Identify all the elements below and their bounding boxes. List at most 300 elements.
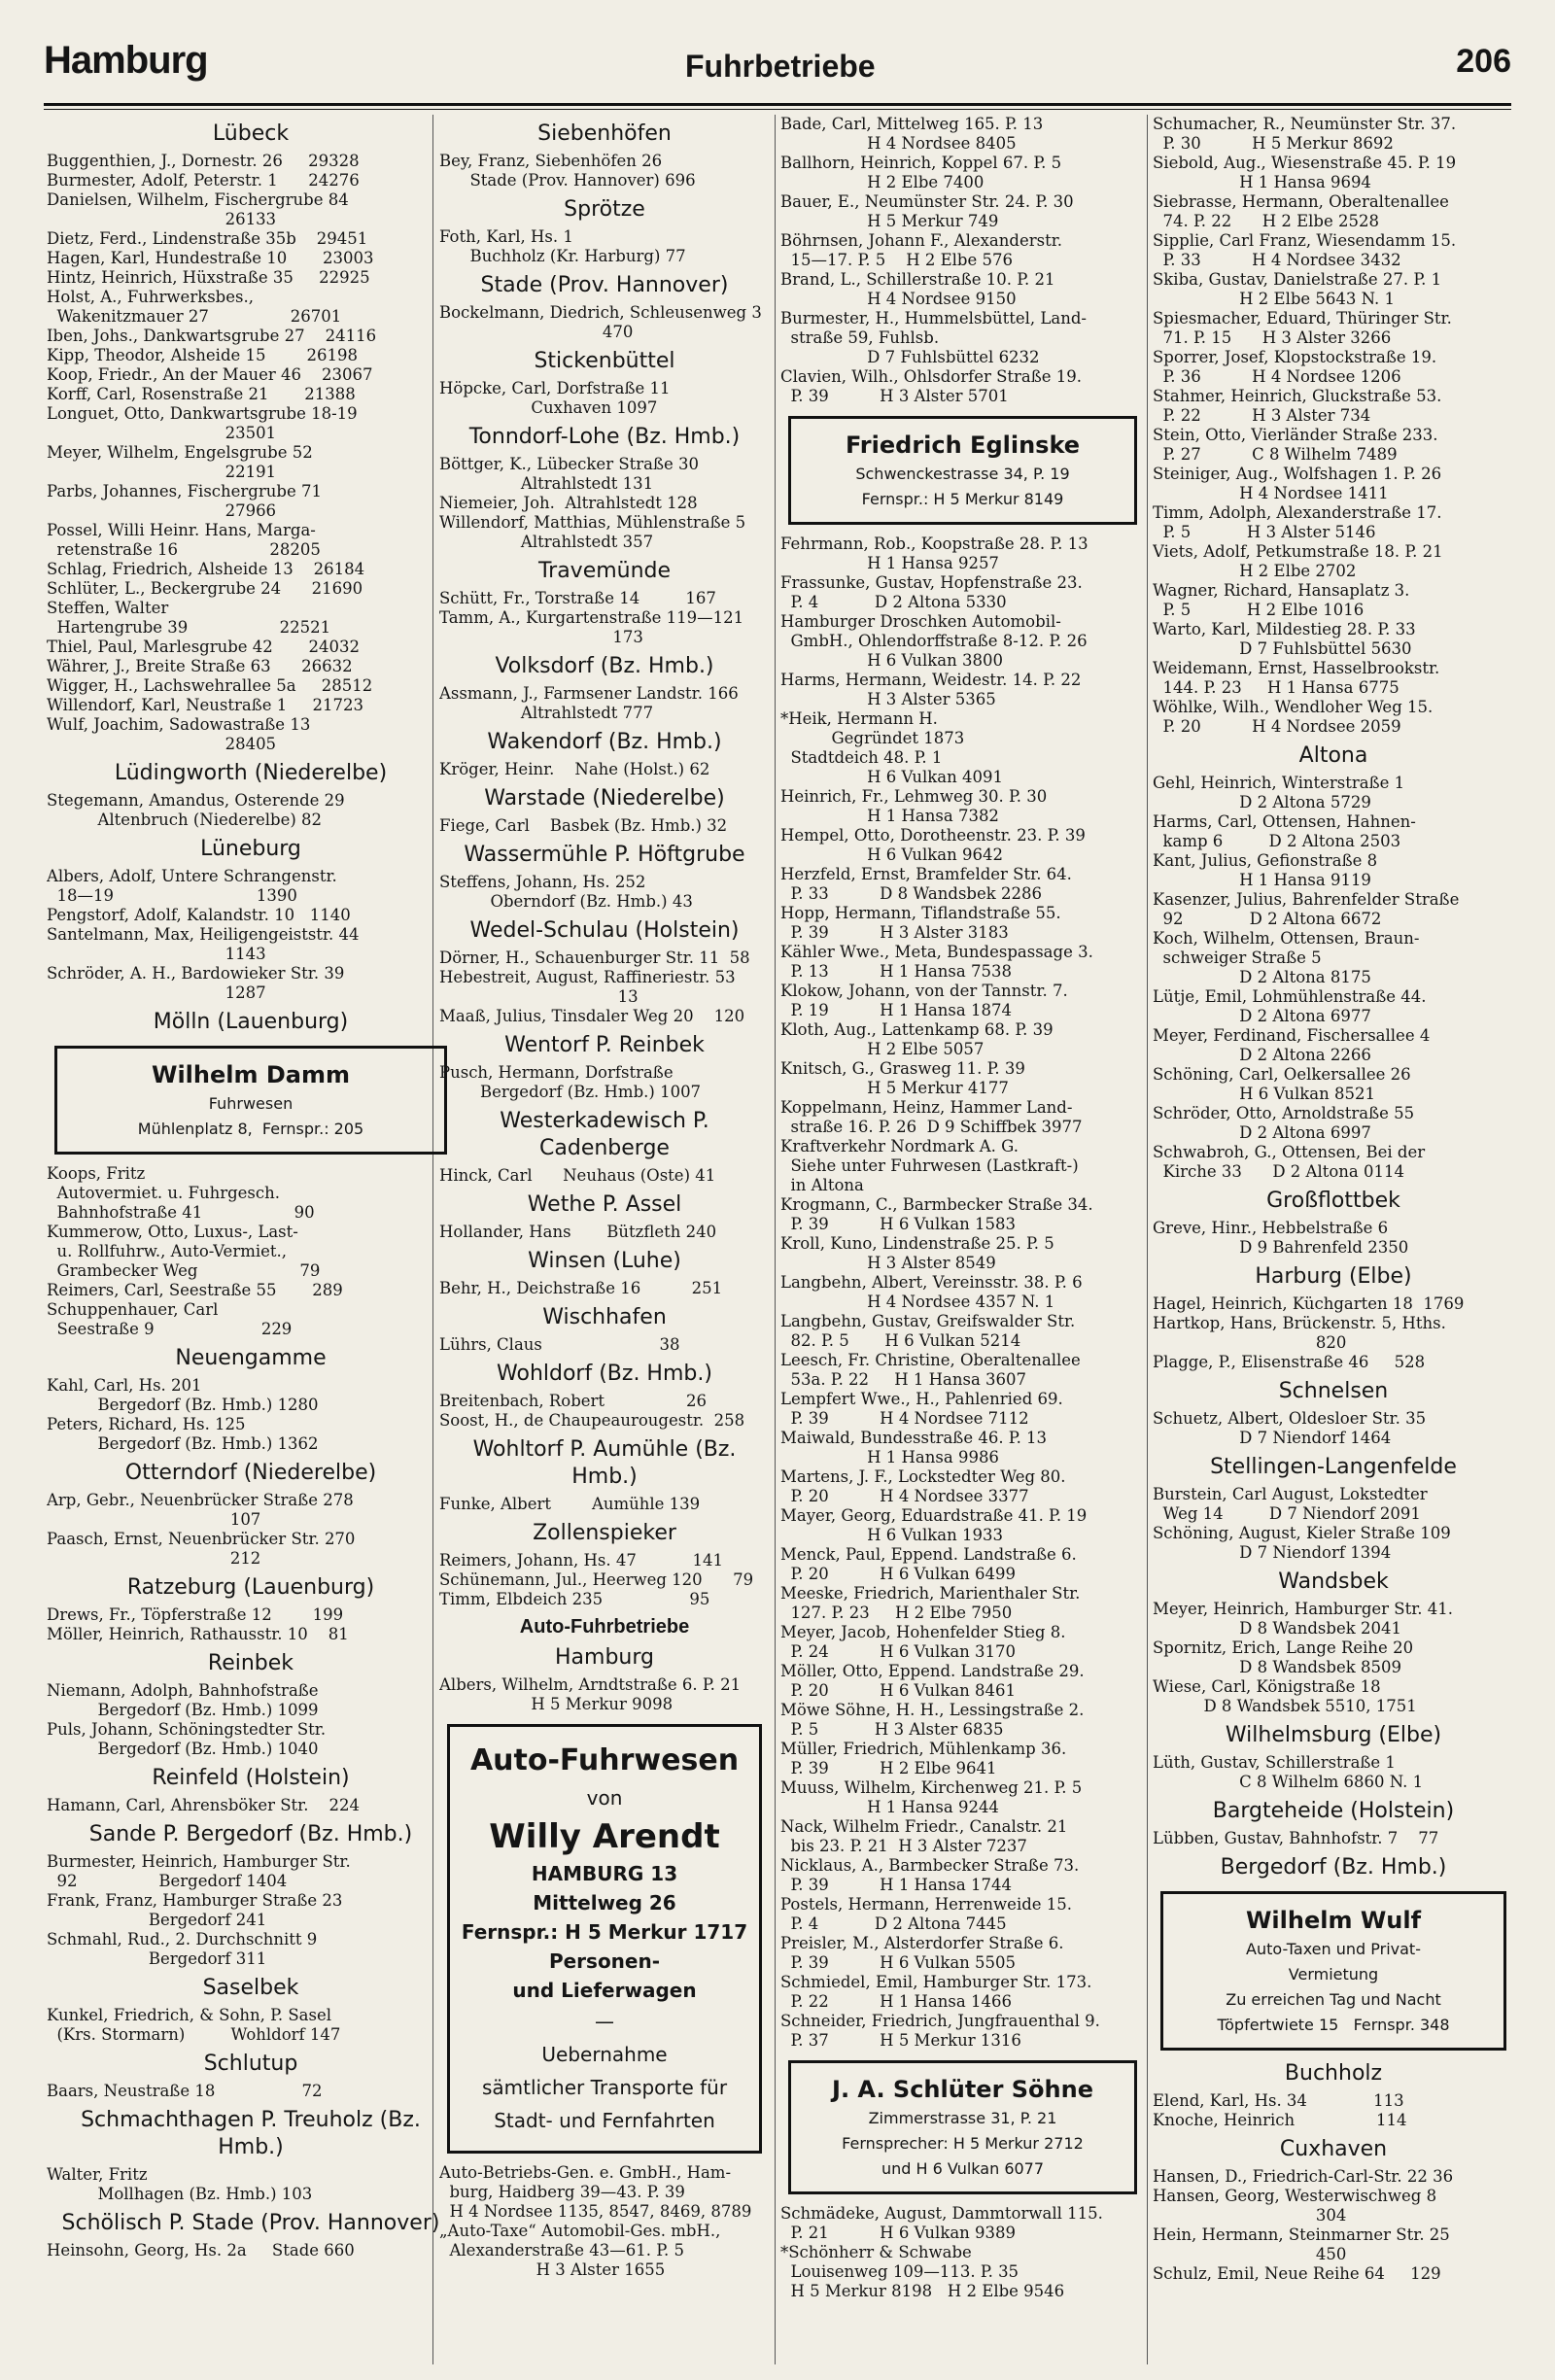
directory-entry: Wulf, Joachim, Sadowastraße 13 [47, 715, 311, 734]
directory-entry: Ballhorn, Heinrich, Koppel 67. P. 5 [780, 154, 1062, 172]
directory-entry: H 1 Hansa 9694 [1153, 173, 1371, 191]
directory-entry: Knitsch, G., Grasweg 11. P. 39 [780, 1059, 1025, 1078]
directory-entry: Hansen, Georg, Westerwischweg 8 [1153, 2187, 1437, 2205]
section-heading: Lübeck [212, 121, 290, 146]
directory-entry: Dietz, Ferd., Lindenstraße 35b 29451 [47, 229, 368, 248]
directory-entry: kamp 6 D 2 Altona 2503 [1153, 832, 1401, 850]
section-heading: Bargteheide (Holstein) [1212, 1799, 1455, 1823]
directory-entry: Bockelmann, Diedrich, Schleusenweg 3 [439, 303, 762, 322]
section-heading: Harburg (Elbe) [1255, 1264, 1412, 1289]
section-heading: Reinbek [207, 1651, 294, 1675]
directory-entry: Preisler, M., Alsterdorfer Straße 6. [780, 1934, 1064, 1952]
ad-line: HAMBURG 13 [531, 1862, 678, 1885]
directory-entry: 92 Bergedorf 1404 [47, 1872, 288, 1890]
section-heading: Wandsbek [1278, 1569, 1389, 1594]
directory-entry: Hartengrube 39 22521 [47, 618, 331, 637]
directory-entry: Behr, H., Deichstraße 16 251 [439, 1279, 723, 1297]
directory-entry: Bauer, E., Neumünster Str. 24. P. 30 [780, 192, 1074, 211]
directory-entry: 1287 [47, 983, 266, 1002]
directory-entry: 304 [1153, 2206, 1347, 2225]
directory-entry: Schlag, Friedrich, Alsheide 13 26184 [47, 560, 365, 578]
section-heading: Schnelsen [1278, 1379, 1389, 1403]
directory-entry: Meyer, Heinrich, Hamburger Str. 41. [1153, 1600, 1454, 1618]
directory-entry: Tamm, A., Kurgartenstraße 119—121 [439, 608, 744, 627]
directory-entry: Cuxhaven 1097 [439, 398, 658, 417]
section-heading: Schölisch P. Stade (Prov. Hannover) [61, 2211, 440, 2235]
directory-entry: Schmädeke, August, Dammtorwall 115. [780, 2204, 1103, 2223]
section-heading: Lüneburg [200, 837, 301, 861]
section-heading: Reinfeld (Holstein) [152, 1766, 350, 1790]
section-heading: Schmachthagen P. Treuholz (Bz. Hmb.) [81, 2108, 421, 2159]
directory-entry: Bergedorf 241 [47, 1911, 267, 1929]
section-heading: Wakendorf (Bz. Hmb.) [487, 730, 722, 754]
directory-entry: Walter, Fritz [47, 2165, 148, 2184]
directory-entry: Fehrmann, Rob., Koopstraße 28. P. 13 [780, 535, 1088, 553]
directory-entry: bis 23. P. 21 H 3 Alster 7237 [780, 1837, 1027, 1855]
directory-entry: D 2 Altona 5729 [1153, 793, 1371, 811]
directory-entry: Brand, L., Schillerstraße 10. P. 21 [780, 270, 1055, 289]
directory-entry: P. 20 H 6 Vulkan 8461 [780, 1681, 1017, 1700]
ad-line: Uebernahme [541, 2043, 668, 2066]
directory-entry: 53a. P. 22 H 1 Hansa 3607 [780, 1370, 1027, 1389]
directory-entry: D 7 Niendorf 1394 [1153, 1543, 1392, 1562]
directory-entry: Lempfert Wwe., H., Pahlenried 69. [780, 1390, 1063, 1408]
directory-entry: Kröger, Heinr. Nahe (Holst.) 62 [439, 760, 710, 778]
directory-entry: Muuss, Wilhelm, Kirchenweg 21. P. 5 [780, 1778, 1083, 1797]
section-heading: Sprötze [564, 197, 645, 222]
directory-entry: Maaß, Julius, Tinsdaler Weg 20 120 [439, 1007, 745, 1025]
directory-entry: 15—17. P. 5 H 2 Elbe 576 [780, 251, 1013, 269]
directory-entry: Möwe Söhne, H. H., Lessingstraße 2. [780, 1701, 1085, 1719]
section-heading: Stickenbüttel [534, 349, 675, 373]
directory-entry: Möller, Heinrich, Rathausstr. 10 81 [47, 1625, 349, 1643]
directory-entry: Skiba, Gustav, Danielstraße 27. P. 1 [1153, 270, 1442, 289]
ad-line: Wilhelm Damm [151, 1061, 350, 1088]
directory-entry: 23501 [47, 424, 277, 442]
directory-entry: Seestraße 9 229 [47, 1320, 293, 1338]
directory-entry: Böhrnsen, Johann F., Alexanderstr. [780, 231, 1063, 250]
section-heading: Tonndorf-Lohe (Bz. Hmb.) [468, 425, 741, 449]
section-heading: Wilhelmsburg (Elbe) [1225, 1723, 1442, 1747]
directory-entry: Meyer, Wilhelm, Engelsgrube 52 [47, 443, 313, 462]
ad-line: J. A. Schlüter Söhne [832, 2076, 1093, 2103]
directory-entry: Hamann, Carl, Ahrensböker Str. 224 [47, 1796, 360, 1814]
directory-entry: Schünemann, Jul., Heerweg 120 79 [439, 1570, 754, 1589]
directory-entry: Soost, H., de Chaupeaurougestr. 258 [439, 1411, 745, 1430]
directory-entry: Buggenthien, J., Dornestr. 26 29328 [47, 152, 360, 170]
directory-entry: D 2 Altona 6997 [1153, 1123, 1371, 1142]
directory-entry: P. 20 H 4 Nordsee 3377 [780, 1487, 1029, 1505]
directory-entry: Paasch, Ernst, Neuenbrücker Str. 270 [47, 1530, 356, 1548]
directory-entry: P. 39 H 6 Vulkan 5505 [780, 1953, 1017, 1972]
directory-entry: Weidemann, Ernst, Hasselbrookstr. [1153, 659, 1440, 677]
directory-entry: 173 [439, 628, 643, 646]
ad-line: Zu erreichen Tag und Nacht [1226, 1990, 1441, 2009]
section-heading: Wethe P. Assel [527, 1192, 682, 1217]
directory-entry: Steffens, Johann, Hs. 252 [439, 873, 646, 891]
directory-entry: Hartkop, Hans, Brückenstr. 5, Hths. [1153, 1314, 1446, 1332]
directory-entry: Krogmann, C., Barmbecker Straße 34. [780, 1195, 1093, 1214]
directory-entry: Funke, Albert Aumühle 139 [439, 1495, 701, 1513]
directory-entry: Schuetz, Albert, Oldesloer Str. 35 [1153, 1409, 1427, 1428]
directory-entry: Kirche 33 D 2 Altona 0114 [1153, 1162, 1404, 1181]
advertisement-willy-arendt [447, 1724, 762, 2154]
advertisement-wilhelm-wulf [1160, 1891, 1506, 2051]
directory-entry: Hansen, D., Friedrich-Carl-Str. 22 36 [1153, 2167, 1454, 2186]
advertisement-schlueter-soehne [788, 2060, 1137, 2194]
directory-entry: Meeske, Friedrich, Marienthaler Str. [780, 1584, 1081, 1603]
directory-entry: Hebestreit, August, Raffineriestr. 53 [439, 968, 736, 986]
directory-entry: Lübben, Gustav, Bahnhofstr. 7 77 [1153, 1829, 1439, 1847]
section-heading: Buchholz [1284, 2061, 1383, 2086]
directory-entry: H 1 Hansa 7382 [780, 807, 999, 825]
ad-line: — [595, 2010, 614, 2033]
directory-entry: Schmahl, Rud., 2. Durchschnitt 9 [47, 1930, 318, 1949]
directory-entry: D 7 Niendorf 1464 [1153, 1429, 1392, 1447]
directory-entry: Burstein, Carl August, Lokstedter [1153, 1485, 1428, 1503]
ad-line: Schwenckestrasse 34, P. 19 [855, 465, 1070, 483]
directory-entry: Koch, Wilhelm, Ottensen, Braun- [1153, 929, 1420, 948]
directory-entry: Hollander, Hans Bützfleth 240 [439, 1223, 717, 1241]
directory-entry: H 1 Hansa 9244 [780, 1798, 999, 1816]
directory-entry: P. 13 H 1 Hansa 7538 [780, 962, 1012, 981]
section-heading: Großflottbek [1266, 1189, 1400, 1213]
directory-entry: Höpcke, Carl, Dorfstraße 11 [439, 379, 671, 397]
directory-entry: D 8 Wandsbek 2041 [1153, 1619, 1401, 1638]
directory-entry: Meyer, Jacob, Hohenfelder Stieg 8. [780, 1623, 1066, 1641]
directory-entry: D 8 Wandsbek 5510, 1751 [1153, 1697, 1417, 1715]
directory-entry: Hinck, Carl Neuhaus (Oste) 41 [439, 1166, 716, 1185]
column-4 [1153, 115, 1514, 2369]
directory-entry: u. Rollfuhrw., Auto-Vermiet., [47, 1242, 288, 1260]
directory-entry: Meyer, Ferdinand, Fischersallee 4 [1153, 1026, 1431, 1045]
directory-entry: Parbs, Johannes, Fischergrube 71 [47, 482, 322, 500]
directory-entry: D 8 Wandsbek 8509 [1153, 1658, 1401, 1676]
directory-entry: 22191 [47, 463, 277, 481]
directory-entry: Koops, Fritz [47, 1164, 146, 1183]
section-heading: Westerkadewisch P. Cadenberge [500, 1109, 709, 1160]
directory-entry: Stegemann, Amandus, Osterende 29 [47, 791, 345, 810]
directory-entry: Korff, Carl, Rosenstraße 21 21388 [47, 385, 356, 403]
directory-entry: (Krs. Stormarn) Wohldorf 147 [47, 2025, 341, 2044]
directory-entry: Longuet, Otto, Dankwartsgrube 18-19 [47, 404, 358, 423]
directory-entry: D 2 Altona 2266 [1153, 1046, 1371, 1064]
directory-entry: Wakenitzmauer 27 26701 [47, 307, 342, 326]
directory-entry: Böttger, K., Lübecker Straße 30 [439, 455, 700, 473]
directory-entry: Louisenweg 109—113. P. 35 [780, 2262, 1019, 2281]
directory-entry: Alexanderstraße 43—61. P. 5 [439, 2241, 685, 2259]
directory-entry: Hamburger Droschken Automobil- [780, 612, 1061, 631]
directory-entry: Wigger, H., Lachswehrallee 5a 28512 [47, 676, 373, 695]
directory-entry: Stahmer, Heinrich, Gluckstraße 53. [1153, 387, 1442, 405]
directory-entry: Stein, Otto, Vierländer Straße 233. [1153, 426, 1438, 444]
directory-entry: GmbH., Ohlendorffstraße 8-12. P. 26 [780, 632, 1088, 650]
directory-entry: Bergedorf (Bz. Hmb.) 1362 [47, 1434, 319, 1453]
directory-entry: H 4 Nordsee 8405 [780, 134, 1017, 153]
section-heading: Stade (Prov. Hannover) [480, 273, 729, 297]
directory-entry: Koppelmann, Heinz, Hammer Land- [780, 1098, 1073, 1117]
directory-entry: Schröder, A. H., Bardowieker Str. 39 [47, 964, 345, 983]
directory-entry: Puls, Johann, Schöningstedter Str. [47, 1720, 327, 1739]
directory-entry: Albers, Wilhelm, Arndtstraße 6. P. 21 [439, 1675, 742, 1694]
ad-line: Fernspr.: H 5 Merkur 8149 [861, 490, 1064, 508]
directory-entry: Reimers, Carl, Seestraße 55 289 [47, 1281, 343, 1299]
directory-entry: H 1 Hansa 9986 [780, 1448, 999, 1466]
ad-line: Mühlenplatz 8, Fernspr.: 205 [137, 1120, 364, 1138]
directory-entry: Schumacher, R., Neumünster Str. 37. [1153, 115, 1457, 133]
directory-entry: Harms, Carl, Ottensen, Hahnen- [1153, 812, 1416, 831]
directory-entry: P. 22 H 1 Hansa 1466 [780, 1992, 1012, 2011]
directory-entry: Bergedorf (Bz. Hmb.) 1007 [439, 1083, 702, 1101]
section-heading: Bergedorf (Bz. Hmb.) [1220, 1855, 1447, 1880]
directory-entry: Buchholz (Kr. Harburg) 77 [439, 247, 686, 265]
directory-entry: P. 22 H 3 Alster 734 [1153, 406, 1371, 425]
directory-entry: P. 5 H 3 Alster 5146 [1153, 523, 1376, 541]
directory-entry: Schmiedel, Emil, Hamburger Str. 173. [780, 1973, 1092, 1991]
directory-entry: 13 [439, 987, 639, 1006]
directory-entry: P. 5 H 3 Alster 6835 [780, 1720, 1004, 1739]
section-heading: Altona [1298, 743, 1368, 768]
directory-entry: Clavien, Wilh., Ohlsdorfer Straße 19. [780, 367, 1083, 386]
section-heading: Cuxhaven [1279, 2137, 1388, 2161]
directory-entry: Baars, Neustraße 18 72 [47, 2082, 323, 2100]
directory-entry: Währer, J., Breite Straße 63 26632 [47, 657, 353, 675]
directory-entry: H 4 Nordsee 1135, 8547, 8469, 8789 [439, 2202, 752, 2221]
section-heading: Volksdorf (Bz. Hmb.) [495, 654, 714, 678]
ad-line: sämtlicher Transporte für [481, 2076, 728, 2099]
directory-entry: P. 30 H 5 Merkur 8692 [1153, 134, 1394, 153]
directory-entry: Lütje, Emil, Lohmühlenstraße 44. [1153, 987, 1427, 1006]
advertisement-wilhelm-damm [54, 1046, 447, 1155]
directory-entry: Willendorf, Karl, Neustraße 1 21723 [47, 696, 363, 714]
directory-entry: H 5 Merkur 9098 [439, 1695, 674, 1713]
directory-entry: Altenbruch (Niederelbe) 82 [47, 811, 323, 829]
directory-entry: Bergedorf 311 [47, 1949, 267, 1968]
directory-entry: Hintz, Heinrich, Hüxstraße 35 22925 [47, 268, 370, 287]
section-heading: Wischhafen [542, 1305, 667, 1329]
section-heading: Otterndorf (Niederelbe) [124, 1461, 377, 1485]
directory-entry: Schuppenhauer, Carl [47, 1300, 219, 1319]
directory-entry: Herzfeld, Ernst, Bramfelder Str. 64. [780, 865, 1072, 883]
section-heading: Saselbek [202, 1976, 299, 2000]
directory-entry: P. 39 H 6 Vulkan 1583 [780, 1215, 1017, 1233]
directory-entry: Sporrer, Josef, Klopstockstraße 19. [1153, 348, 1437, 366]
directory-entry: 820 [1153, 1333, 1347, 1352]
directory-entry: Frank, Franz, Hamburger Straße 23 [47, 1891, 343, 1910]
directory-entry: H 6 Vulkan 1933 [780, 1526, 1004, 1544]
ad-line: Personen- [548, 1949, 661, 1973]
directory-entry: Wiese, Carl, Königstraße 18 [1153, 1677, 1381, 1696]
directory-entry: Kunkel, Friedrich, & Sohn, P. Sasel [47, 2006, 332, 2024]
directory-entry: H 2 Elbe 5643 N. 1 [1153, 290, 1396, 308]
directory-entry: Viets, Adolf, Petkumstraße 18. P. 21 [1153, 542, 1443, 561]
directory-entry: Timm, Adolph, Alexanderstraße 17. [1153, 503, 1442, 522]
directory-entry: 18—19 1390 [47, 886, 297, 905]
directory-entry: Kloth, Aug., Lattenkamp 68. P. 39 [780, 1020, 1054, 1039]
directory-entry: P. 39 H 3 Alster 5701 [780, 387, 1009, 405]
directory-entry: Dörner, H., Schauenburger Str. 11 58 [439, 949, 750, 967]
directory-entry: Thiel, Paul, Marlesgrube 42 24032 [47, 638, 361, 656]
directory-entry: P. 39 H 1 Hansa 1744 [780, 1876, 1012, 1894]
directory-entry: 27966 [47, 501, 277, 520]
directory-entry: Stade (Prov. Hannover) 696 [439, 171, 696, 190]
directory-entry: Bergedorf (Bz. Hmb.) 1280 [47, 1396, 319, 1414]
ad-line: Fuhrwesen [208, 1094, 294, 1113]
directory-entry: Wöhlke, Wilh., Wendloher Weg 15. [1153, 698, 1434, 716]
directory-entry: Schröder, Otto, Arnoldstraße 55 [1153, 1104, 1415, 1122]
directory-entry: Elend, Karl, Hs. 34 113 [1153, 2091, 1404, 2110]
section-heading: Warstade (Niederelbe) [484, 786, 725, 811]
ad-line: Fernspr.: H 5 Merkur 1717 [461, 1920, 748, 1944]
directory-entry: P. 33 H 4 Nordsee 3432 [1153, 251, 1401, 269]
directory-entry: Harms, Hermann, Weidestr. 14. P. 22 [780, 671, 1082, 689]
category-title: Fuhrbetriebe [685, 49, 876, 84]
directory-entry: Auto-Betriebs-Gen. e. GmbH., Ham- [439, 2163, 732, 2182]
header-rule [44, 103, 1511, 106]
directory-entry: Mayer, Georg, Eduardstraße 41. P. 19 [780, 1506, 1088, 1525]
directory-entry: Maiwald, Bundesstraße 46. P. 13 [780, 1429, 1048, 1447]
directory-entry: 1143 [47, 945, 266, 963]
directory-entry: Hagen, Karl, Hundestraße 10 23003 [47, 249, 374, 267]
directory-entry: Timm, Elbdeich 235 95 [439, 1590, 710, 1608]
directory-entry: P. 36 H 4 Nordsee 1206 [1153, 367, 1401, 386]
ad-line: Fernsprecher: H 5 Merkur 2712 [842, 2134, 1084, 2153]
directory-entry: Frassunke, Gustav, Hopfenstraße 23. [780, 573, 1083, 592]
directory-entry: D 2 Altona 8175 [1153, 968, 1371, 986]
directory-entry: Heinrich, Fr., Lehmweg 30. P. 30 [780, 787, 1048, 806]
directory-entry: Pusch, Hermann, Dorfstraße [439, 1063, 674, 1082]
directory-entry: D 9 Bahrenfeld 2350 [1153, 1238, 1409, 1257]
directory-entry: straße 16. P. 26 D 9 Schiffbek 3977 [780, 1118, 1083, 1136]
directory-entry: Niemeier, Joh. Altrahlstedt 128 [439, 494, 698, 512]
directory-entry: Gehl, Heinrich, Winterstraße 1 [1153, 774, 1405, 792]
directory-entry: Bergedorf (Bz. Hmb.) 1040 [47, 1740, 319, 1758]
directory-entry: Steiniger, Aug., Wolfshagen 1. P. 26 [1153, 465, 1442, 483]
directory-entry: Assmann, J., Farmsener Landstr. 166 [439, 684, 739, 703]
directory-entry: straße 59, Fuhlsb. [780, 328, 940, 347]
directory-entry: Pengstorf, Adolf, Kalandstr. 10 1140 [47, 906, 351, 924]
section-heading: Auto-Fuhrbetriebe [519, 1616, 690, 1638]
directory-entry: H 6 Vulkan 3800 [780, 651, 1004, 670]
directory-entry: P. 19 H 1 Hansa 1874 [780, 1001, 1012, 1019]
directory-entry: 144. P. 23 H 1 Hansa 6775 [1153, 678, 1400, 697]
directory-entry: Lührs, Claus 38 [439, 1335, 680, 1354]
section-heading: Sande P. Bergedorf (Bz. Hmb.) [88, 1822, 413, 1846]
directory-entry: Knoche, Heinrich 114 [1153, 2111, 1407, 2129]
directory-entry: Bade, Carl, Mittelweg 165. P. 13 [780, 115, 1044, 133]
directory-entry: Sipplie, Carl Franz, Wiesendamm 15. [1153, 231, 1457, 250]
directory-entry: Hein, Hermann, Steinmarner Str. 25 [1153, 2225, 1450, 2244]
directory-entry: Kähler Wwe., Meta, Bundespassage 3. [780, 943, 1093, 961]
directory-entry: Oberndorf (Bz. Hmb.) 43 [439, 892, 693, 911]
directory-entry: Kipp, Theodor, Alsheide 15 26198 [47, 346, 358, 364]
directory-entry: Schlüter, L., Beckergrube 24 21690 [47, 579, 363, 598]
directory-entry: Schöning, August, Kieler Straße 109 [1153, 1524, 1451, 1542]
directory-entry: 26133 [47, 210, 277, 228]
directory-entry: H 2 Elbe 2702 [1153, 562, 1357, 580]
section-heading: Mölln (Lauenburg) [153, 1010, 349, 1034]
directory-entry: H 4 Nordsee 4357 N. 1 [780, 1293, 1055, 1311]
directory-entry: Burmester, Heinrich, Hamburger Str. [47, 1852, 351, 1871]
section-heading: Neuengamme [175, 1346, 327, 1370]
directory-entry: Bey, Franz, Siebenhöfen 26 [439, 152, 663, 170]
directory-entry: Kroll, Kuno, Lindenstraße 25. P. 5 [780, 1234, 1054, 1253]
directory-entry: Peters, Richard, Hs. 125 [47, 1415, 246, 1433]
directory-entry: Warto, Karl, Mildestieg 28. P. 33 [1153, 620, 1416, 638]
directory-entry: H 1 Hansa 9257 [780, 554, 999, 572]
directory-entry: D 2 Altona 6977 [1153, 1007, 1371, 1025]
ad-line: Willy Arendt [489, 1817, 720, 1856]
directory-entry: burg, Haidberg 39—43. P. 39 [439, 2183, 685, 2201]
ad-line: Stadt- und Fernfahrten [494, 2109, 715, 2132]
section-heading: Wedel-Schulau (Holstein) [469, 918, 740, 943]
directory-entry: P. 4 D 2 Altona 7445 [780, 1914, 1007, 1933]
section-heading: Hamburg [555, 1645, 654, 1670]
directory-entry: P. 37 H 5 Merkur 1316 [780, 2031, 1021, 2050]
ad-line: und Lieferwagen [512, 1979, 697, 2002]
column-3 [780, 115, 1145, 2369]
directory-entry: *Schönherr & Schwabe [780, 2243, 972, 2261]
directory-entry: Grambecker Weg 79 [47, 1261, 321, 1280]
directory-entry: Schulz, Emil, Neue Reihe 64 129 [1153, 2264, 1441, 2283]
ad-line: Zimmerstrasse 31, P. 21 [868, 2109, 1057, 2127]
directory-entry: Schneider, Friedrich, Jungfrauenthal 9. [780, 2012, 1100, 2030]
directory-entry: retenstraße 16 28205 [47, 540, 321, 559]
directory-entry: Lüth, Gustav, Schillerstraße 1 [1153, 1753, 1396, 1772]
directory-entry: Drews, Fr., Töpferstraße 12 199 [47, 1605, 344, 1624]
directory-entry: Nicklaus, A., Barmbecker Straße 73. [780, 1856, 1080, 1875]
directory-entry: schweiger Straße 5 [1153, 949, 1322, 967]
directory-entry: H 5 Merkur 4177 [780, 1079, 1009, 1097]
directory-entry: P. 20 H 6 Vulkan 6499 [780, 1565, 1017, 1583]
directory-entry: Kummerow, Otto, Luxus-, Last- [47, 1223, 298, 1241]
section-heading: Stellingen-Langenfelde [1210, 1455, 1457, 1479]
directory-entry: P. 27 C 8 Wilhelm 7489 [1153, 445, 1398, 464]
directory-entry: Langbehn, Gustav, Greifswalder Str. [780, 1312, 1076, 1330]
header-rule-thin [44, 109, 1511, 110]
section-heading: Zollenspieker [533, 1521, 676, 1545]
directory-entry: Hagel, Heinrich, Küchgarten 18 1769 [1153, 1294, 1465, 1313]
directory-entry: Kraftverkehr Nordmark A. G. [780, 1137, 1019, 1156]
directory-entry: Martens, J. F., Lockstedter Weg 80. [780, 1467, 1066, 1486]
directory-entry: Altrahlstedt 131 [439, 474, 654, 493]
directory-entry: P. 33 D 8 Wandsbek 2286 [780, 884, 1042, 903]
column-1 [47, 115, 455, 2369]
directory-entry: Hempel, Otto, Dorotheenstr. 23. P. 39 [780, 826, 1086, 845]
directory-entry: *Heik, Hermann H. [780, 709, 938, 728]
ad-line: Mittelweg 26 [533, 1891, 676, 1914]
directory-entry: P. 20 H 4 Nordsee 2059 [1153, 717, 1401, 736]
ad-line: Friedrich Eglinske [845, 431, 1081, 459]
directory-entry: 82. P. 5 H 6 Vulkan 5214 [780, 1331, 1021, 1350]
directory-entry: Stadtdeich 48. P. 1 [780, 748, 943, 767]
directory-entry: Klokow, Johann, von der Tannstr. 7. [780, 982, 1068, 1000]
directory-entry: Siebold, Aug., Wiesenstraße 45. P. 19 [1153, 154, 1457, 172]
advertisement-friedrich-eglinske [788, 416, 1137, 525]
directory-entry: Postels, Hermann, Herrenweide 15. [780, 1895, 1073, 1914]
page-number: 206 [1456, 43, 1511, 80]
directory-entry: 107 [47, 1510, 261, 1529]
directory-entry: Siebrasse, Hermann, Oberaltenallee [1153, 192, 1449, 211]
directory-entry: Possel, Willi Heinr. Hans, Marga- [47, 521, 316, 539]
directory-entry: Spiesmacher, Eduard, Thüringer Str. [1153, 309, 1452, 328]
directory-entry: H 5 Merkur 8198 H 2 Elbe 9546 [780, 2282, 1065, 2300]
directory-entry: Leesch, Fr. Christine, Oberaltenallee [780, 1351, 1081, 1369]
directory-entry: H 3 Alster 5365 [780, 690, 996, 708]
directory-entry: Autovermiet. u. Fuhrgesch. [47, 1184, 280, 1202]
directory-entry: Fiege, Carl Basbek (Bz. Hmb.) 32 [439, 816, 728, 835]
directory-entry: Steffen, Walter [47, 599, 169, 617]
